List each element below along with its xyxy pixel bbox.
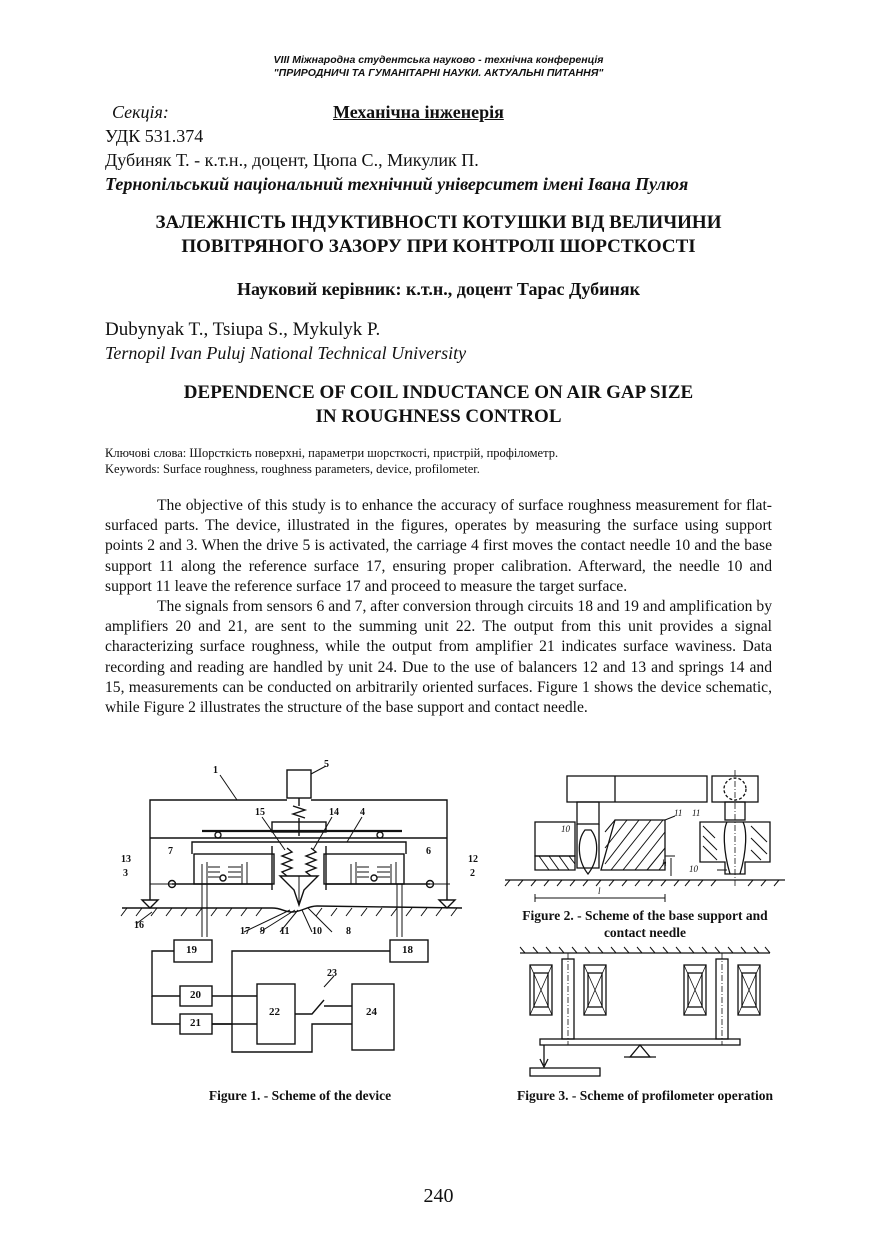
label-5: 5: [324, 759, 329, 770]
label-11: 11: [280, 926, 290, 937]
sensor-6-housing: [324, 854, 404, 884]
block-19-label: 19: [186, 944, 197, 956]
figure-2-caption-line2: contact needle: [603, 925, 687, 940]
body-paragraph-2: The signals from sensors 6 and 7, after conversion through circuits 18 and 19 and amplification by amplifiers 20 and 21, are sent to the summing unit 22. The output from this unit provides a signal characterizing surface roughness, while the output from amplifier 21 indicates surface waviness. Data recording and reading are handled by unit 24. Due to the use of balancers 12 and 13 and springs 14 and 15, measurements can be conducted on arbitrarily oriented surfaces. Figure 1 shows the device schematic, while Figure 2 illustrates the structure of the base support and contact needle.: [105, 598, 772, 717]
block-18-label: 18: [402, 944, 413, 956]
section-name: Механічна інженерія: [333, 102, 504, 122]
fig2-label-10-right: 10: [689, 864, 698, 874]
keywords-en: Keywords: Surface roughness, roughness parameters, device, profilometer.: [105, 462, 480, 476]
block-22-label: 22: [269, 1006, 280, 1018]
fig2-label-10-left: 10: [561, 824, 570, 834]
label-7: 7: [168, 846, 173, 857]
figure-2-base-support: [505, 770, 785, 908]
label-13: 13: [121, 854, 131, 865]
authors-en: Dubynyak T., Tsiupa S., Mykulyk P.: [105, 319, 381, 340]
block-20-label: 20: [190, 989, 201, 1001]
label-14: 14: [329, 807, 339, 818]
sensor-7-housing: [194, 854, 274, 884]
label-9: 9: [260, 926, 265, 937]
fig2-label-l: l: [598, 886, 601, 896]
authors-uk: Дубиняк Т. - к.т.н., доцент, Цюпа С., Микулик П.: [105, 150, 479, 170]
conference-title-line1: VIII Міжнародна студентська науково - технічна конференція: [273, 54, 604, 66]
label-16: 16: [134, 920, 144, 931]
label-8: 8: [346, 926, 351, 937]
section-label: Секція:: [112, 102, 169, 122]
body-paragraph-1: The objective of this study is to enhance the accuracy of surface roughness measurement for flat-surfaced parts. The device, illustrated in the figures, operates by measuring the surface using support points 2 and 3. When the drive 5 is activated, the carriage 4 first moves the contact needle 10 and the base support 11 along the reference surface 17, ensuring proper calibration. Afterward, the needle 10 and support 11 leave the reference surface 17 and proceed to measure the target surface.: [105, 497, 772, 595]
title-uk-line2: ПОВІТРЯНОГО ЗАЗОРУ ПРИ КОНТРОЛІ ШОРСТКОСТІ: [181, 236, 696, 257]
fig2-label-11-right: 11: [692, 808, 701, 818]
conference-title-line2: "ПРИРОДНИЧІ ТА ГУМАНІТАРНІ НАУКИ. АКТУАЛЬНІ ПИТАННЯ": [273, 67, 604, 79]
title-uk-line1: ЗАЛЕЖНІСТЬ ІНДУКТИВНОСТІ КОТУШКИ ВІД ВЕЛИЧИНИ: [155, 212, 722, 233]
label-3: 3: [123, 868, 128, 879]
label-23: 23: [327, 968, 337, 979]
fig2-label-h: h: [662, 858, 667, 868]
label-12: 12: [468, 854, 478, 865]
keywords-uk: Ключові слова: Шорсткість поверхні, параметри шорсткості, пристрій, профілометр.: [105, 446, 559, 460]
block-24-label: 24: [366, 1006, 377, 1018]
block-21-label: 21: [190, 1017, 201, 1029]
figure-1-device-scheme: [112, 759, 478, 1062]
label-17: 17: [240, 926, 250, 937]
label-2: 2: [470, 868, 475, 879]
label-10: 10: [312, 926, 322, 937]
affiliation-uk: Тернопільський національний технічний університет імені Івана Пулюя: [105, 174, 689, 194]
fig2-label-11-left: 11: [674, 808, 683, 818]
body-text: [105, 496, 772, 718]
figure-2-caption: [505, 907, 785, 941]
figure-1-caption: Figure 1. - Scheme of the device: [208, 1088, 392, 1103]
page-number: 240: [423, 1185, 454, 1207]
title-en-line2: IN ROUGHNESS CONTROL: [315, 406, 562, 427]
label-15: 15: [255, 807, 265, 818]
udk-code: УДК 531.374: [105, 126, 204, 146]
title-en-line1: DEPENDENCE OF COIL INDUCTANCE ON AIR GAP SIZE: [183, 382, 694, 403]
affiliation-en: Ternopil Ivan Puluj National Technical University: [105, 343, 467, 363]
figure-3-caption: Figure 3. - Scheme of profilometer operation: [516, 1088, 774, 1103]
label-6: 6: [426, 846, 431, 857]
supervisor: Науковий керівник: к.т.н., доцент Тарас Дубиняк: [237, 279, 640, 299]
label-4: 4: [360, 807, 365, 818]
figure-2-caption-line1: Figure 2. - Scheme of the base support and: [522, 908, 768, 923]
figure-3-profilometer-operation: [520, 945, 770, 1080]
drive-motor: [287, 770, 311, 798]
label-1: 1: [213, 765, 218, 776]
